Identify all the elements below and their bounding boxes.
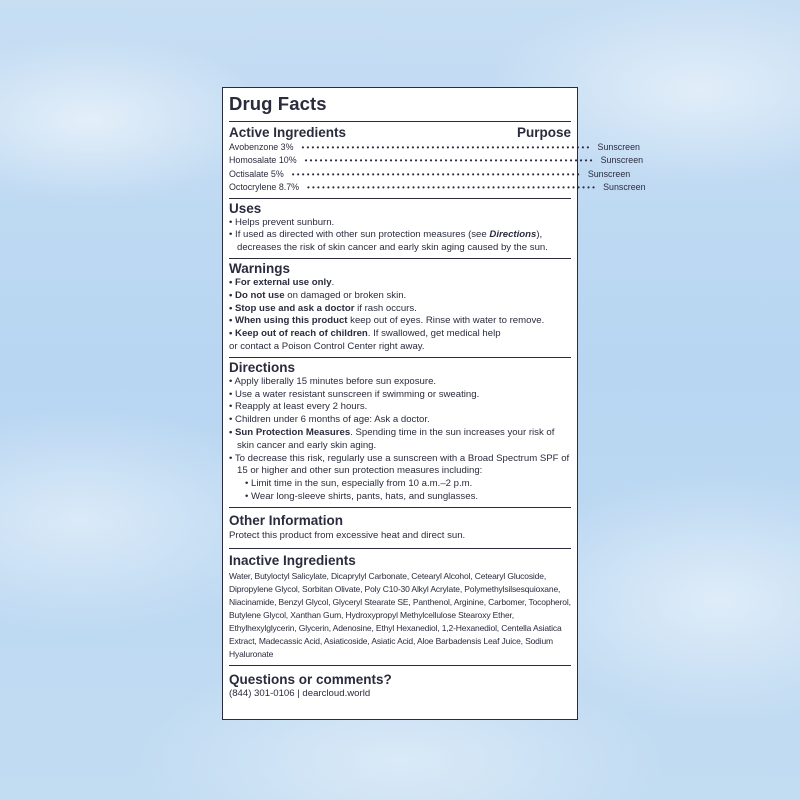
inactive-ingredients-heading: Inactive Ingredients	[229, 552, 356, 568]
ingredient-name: Octisalate 5%	[229, 168, 284, 179]
bullet: •	[229, 216, 233, 228]
active-ingredients-section	[229, 122, 646, 199]
warnings-heading: Warnings	[229, 261, 291, 277]
ingredient-purpose: Sunscreen	[600, 155, 644, 166]
active-ingredient-row	[229, 154, 644, 167]
other-information-text: Protect this product from excessive heat and direct sun.	[229, 529, 466, 541]
active-ingredient-row	[229, 181, 646, 194]
active-ingredients-heading: Active Ingredients	[229, 125, 347, 140]
other-information-heading: Other Information	[229, 512, 343, 528]
active-ingredient-row	[229, 141, 640, 154]
direction-subitem: • Wear long-sleeve shirts, pants, hats, and sunglasses.	[245, 490, 479, 502]
warning-item: • Stop use and ask a doctor if rash occurs.	[229, 302, 417, 314]
ingredient-purpose: Sunscreen	[597, 142, 640, 152]
directions-section	[229, 358, 571, 508]
dot-leader: ••••••••••••••••••••••••••••••••••••••••••••••••••••••••••	[291, 169, 582, 179]
bullet: •	[229, 229, 233, 241]
questions-section	[229, 666, 571, 701]
ingredient-purpose: Sunscreen	[587, 168, 631, 179]
active-ingredient-row	[229, 168, 631, 181]
other-information-section	[229, 508, 571, 549]
direction-item: • To decrease this risk, regularly use a sunscreen with a Broad Spectrum SPF of 15 or higher and other sun protection measures including:	[229, 452, 570, 477]
active-ingredients-header	[229, 122, 571, 141]
dot-leader: ••••••••••••••••••••••••••••••••••••••••••••••••••••••••••	[304, 156, 595, 166]
drug-facts-title: Drug Facts	[229, 93, 327, 114]
warning-item-continued: or contact a Poison Control Center right away.	[229, 341, 425, 352]
direction-item: • Reapply at least every 2 hours.	[229, 401, 368, 413]
warning-item: • Do not use on damaged or broken skin.	[229, 289, 407, 301]
ingredient-name: Octocrylene 8.7%	[229, 182, 300, 193]
dot-leader: ••••••••••••••••••••••••••••••••••••••••••••••••••••••••••	[301, 143, 592, 152]
warnings-section	[229, 259, 571, 358]
uses-item: • If used as directed with other sun protection measures (see Directions), decreases the risk of skin cancer and early skin aging caused by the sun.	[229, 229, 548, 254]
direction-item: • Children under 6 months of age: Ask a doctor.	[229, 414, 430, 426]
direction-subitem: • Limit time in the sun, especially from 10 a.m.–2 p.m.	[245, 478, 473, 490]
warning-item: • Keep out of reach of children. If swallowed, get medical help	[229, 328, 501, 340]
direction-item: • Use a water resistant sunscreen if swimming or sweating.	[229, 388, 480, 400]
purpose-heading: Purpose	[516, 125, 571, 140]
dot-leader: ••••••••••••••••••••••••••••••••••••••••••••••••••••••••••	[307, 183, 598, 193]
questions-heading: Questions or comments?	[229, 672, 392, 688]
direction-item: • Apply liberally 15 minutes before sun exposure.	[229, 375, 437, 387]
uses-item: • Helps prevent sunburn.	[229, 216, 335, 228]
ingredient-name: Avobenzone 3%	[229, 142, 294, 152]
warning-item: • For external use only.	[229, 277, 335, 289]
warning-item: • When using this product keep out of eyes. Rinse with water to remove.	[229, 315, 545, 327]
ingredient-purpose: Sunscreen	[603, 182, 646, 193]
contact-info: (844) 301-0106 | dearcloud.world	[229, 688, 371, 700]
uses-section	[229, 199, 571, 259]
ingredient-name: Homosalate 10%	[229, 155, 297, 166]
uses-heading: Uses	[229, 200, 262, 216]
direction-item: • Sun Protection Measures. Spending time in the sun increases your risk of skin cancer and early skin aging.	[229, 426, 555, 451]
directions-heading: Directions	[229, 359, 296, 375]
drug-facts-header	[229, 88, 571, 122]
inactive-ingredients-text: Water, Butyloctyl Salicylate, Dicaprylyl Carbonate, Cetearyl Alcohol, Cetearyl Glucoside, Dipropylene Glycol, Sorbitan Olivate, Poly C10-30 Alkyl Acrylate, Polymethylsilsesquioxane, Niacinamide, Benzyl Glycol, Glyceryl Stearate SE, Panthenol, Arginine, Carbomer, Tocopherol, Butylene Glycol, Xanthan Gum, Hydroxypropyl Methylcellulose Stearoxy Ether, Ethylhexylglycerin, Glycerin, Adenosine, Ethyl Hexanediol, 1,2-Hexanediol, Centella Asiatica Extract, Madecassic Acid, Asiaticoside, Asiatic Acid, Aloe Barbadensis Leaf Juice, Sodium Hyaluronate	[229, 570, 571, 660]
inactive-ingredients-section	[229, 549, 571, 667]
directions-reference: Directions	[489, 229, 537, 241]
drug-facts-panel	[222, 87, 646, 720]
